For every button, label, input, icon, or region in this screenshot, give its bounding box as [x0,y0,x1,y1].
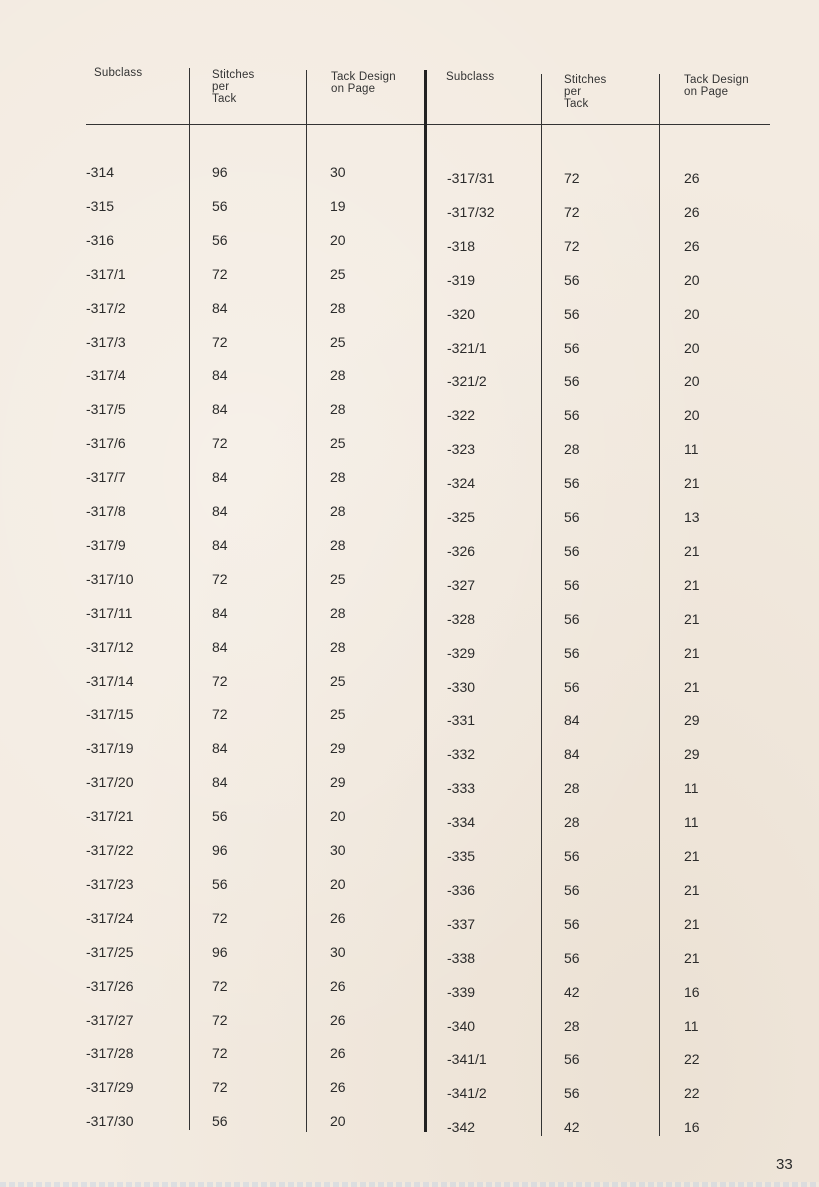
subclass-cell: -315 [86,197,115,214]
stitches-cell: 56 [212,197,228,214]
stitches-cell: 84 [212,740,228,757]
subclass-cell: -317/12 [86,638,134,655]
design-page-cell: 28 [330,401,346,418]
subclass-cell: -321/2 [447,373,487,390]
design-page-cell: 20 [330,1113,346,1130]
stitches-cell: 56 [564,610,580,627]
subclass-cell: -321/1 [447,339,487,356]
subclass-cell: -331 [447,712,476,729]
subclass-cell: -332 [447,746,476,763]
design-page-cell: 28 [330,604,346,621]
subclass-cell: -324 [447,475,476,492]
design-page-cell: 25 [330,333,346,350]
subclass-cell: -333 [447,780,476,797]
stitches-cell: 72 [564,170,580,186]
subclass-cell: -337 [447,915,476,932]
right-design-header [684,74,749,98]
design-page-cell: 21 [684,848,700,864]
design-page-cell: 26 [684,237,700,254]
stitches-cell: 56 [212,875,228,892]
subclass-cell: -317/9 [86,536,126,553]
table-divider [424,70,427,1132]
page-number: 33 [776,1156,793,1173]
subclass-cell: -341/1 [447,1051,487,1068]
stitches-cell: 56 [564,576,580,593]
design-page-cell: 21 [684,542,700,559]
stitches-cell: 56 [564,407,580,424]
subclass-cell: -317/32 [447,203,495,220]
subclass-cell: -317/23 [86,875,134,892]
header-text: Tack Design [684,74,749,86]
stitches-cell: 56 [212,231,228,248]
subclass-cell: -317/8 [86,503,126,519]
design-page-cell: 11 [684,780,699,797]
stitches-cell: 28 [564,780,580,797]
design-page-cell: 25 [330,706,346,723]
subclass-cell: -328 [447,610,476,627]
page-edge [0,1182,819,1187]
design-page-cell: 26 [330,1045,346,1062]
subclass-cell: -317/28 [86,1045,134,1062]
stitches-cell: 56 [212,1113,228,1130]
subclass-cell: -320 [447,305,476,322]
column-divider [659,74,660,1136]
design-page-cell: 30 [330,842,346,858]
design-page-cell: 20 [330,875,346,892]
header-text: Stitches [212,69,255,81]
design-page-cell: 19 [330,197,346,214]
column-divider [306,70,307,1132]
stitches-cell: 84 [564,746,580,763]
design-page-cell: 29 [684,712,700,729]
subclass-cell: -319 [447,271,476,288]
header-text: Subclass [446,71,495,83]
subclass-cell: -329 [447,644,476,661]
stitches-cell: 56 [212,808,228,825]
design-page-cell: 20 [684,271,700,288]
subclass-cell: -341/2 [447,1085,487,1102]
subclass-cell: -327 [447,576,476,593]
subclass-cell: -317/14 [86,672,134,689]
subclass-cell: -317/19 [86,740,134,757]
stitches-cell: 56 [564,678,580,695]
stitches-cell: 72 [212,1045,228,1062]
design-page-cell: 28 [330,299,346,316]
stitches-cell: 56 [564,305,580,322]
design-page-cell: 30 [330,164,346,180]
subclass-cell: -323 [447,441,476,458]
subclass-cell: -342 [447,1119,476,1136]
design-page-cell: 21 [684,475,700,492]
header-text: Subclass [94,67,143,79]
stitches-cell: 72 [564,237,580,254]
stitches-cell: 42 [564,983,580,1000]
stitches-cell: 56 [564,271,580,288]
stitches-cell: 84 [212,401,228,418]
stitches-cell: 84 [212,367,228,384]
stitches-cell: 72 [212,1079,228,1096]
design-page-cell: 21 [684,576,700,593]
design-page-cell: 26 [684,203,700,220]
subclass-cell: -317/6 [86,435,126,452]
subclass-cell: -317/26 [86,977,134,994]
subclass-cell: -317/27 [86,1011,134,1028]
design-page-cell: 22 [684,1051,700,1068]
subclass-cell: -317/11 [86,604,133,621]
design-page-cell: 28 [330,469,346,486]
subclass-cell: -322 [447,407,476,424]
stitches-cell: 56 [564,949,580,966]
right-subclass-header [446,71,494,83]
subclass-cell: -339 [447,983,476,1000]
design-page-cell: 26 [330,1079,346,1096]
subclass-cell: -317/1 [86,265,126,282]
design-page-cell: 11 [684,441,699,458]
design-page-cell: 20 [330,231,346,248]
design-page-cell: 29 [330,774,346,791]
design-page-cell: 20 [330,808,346,825]
stitches-cell: 28 [564,814,580,831]
header-text: Tack Design [331,71,396,83]
subclass-cell: -326 [447,542,476,559]
design-page-cell: 25 [330,672,346,689]
stitches-cell: 72 [212,570,228,587]
design-page-cell: 22 [684,1085,700,1102]
stitches-cell: 56 [564,509,580,525]
design-page-cell: 20 [684,305,700,322]
design-page-cell: 25 [330,570,346,587]
stitches-cell: 84 [212,299,228,316]
subclass-cell: -316 [86,231,115,248]
design-page-cell: 28 [330,367,346,384]
design-page-cell: 25 [330,435,346,452]
subclass-cell: -336 [447,881,476,898]
stitches-cell: 72 [212,435,228,452]
stitches-cell: 42 [564,1119,580,1136]
subclass-cell: -317/7 [86,469,126,486]
subclass-cell: -314 [86,164,115,180]
subclass-cell: -317/3 [86,333,126,350]
design-page-cell: 16 [684,1119,700,1136]
stitches-cell: 84 [212,774,228,791]
stitches-cell: 72 [212,265,228,282]
stitches-cell: 96 [212,943,228,960]
subclass-cell: -317/5 [86,401,126,418]
header-text: Tack [564,98,589,110]
subclass-cell: -317/30 [86,1113,134,1130]
stitches-cell: 84 [212,536,228,553]
design-page-cell: 11 [684,1017,699,1034]
subclass-cell: -330 [447,678,476,695]
design-page-cell: 29 [684,746,700,763]
stitches-cell: 84 [212,469,228,486]
left-stitches-header [212,69,255,105]
design-page-cell: 16 [684,983,700,1000]
stitches-cell: 72 [564,203,580,220]
stitches-cell: 28 [564,441,580,458]
stitches-cell: 84 [564,712,580,729]
left-design-header [331,71,396,95]
design-page-cell: 26 [330,909,346,926]
stitches-cell: 84 [212,604,228,621]
header-text: Stitches [564,74,607,86]
stitches-cell: 72 [212,706,228,723]
subclass-cell: -334 [447,814,476,831]
header-text: on Page [331,83,376,95]
stitches-cell: 72 [212,1011,228,1028]
design-page-cell: 30 [330,943,346,960]
design-page-cell: 20 [684,339,700,356]
subclass-cell: -317/22 [86,842,134,858]
stitches-cell: 96 [212,164,228,180]
subclass-cell: -317/15 [86,706,134,723]
right-stitches-header [564,74,607,110]
design-page-cell: 26 [330,977,346,994]
design-page-cell: 28 [330,503,346,519]
subclass-cell: -317/2 [86,299,126,316]
design-page-cell: 21 [684,610,700,627]
column-divider [541,74,542,1136]
design-page-cell: 11 [684,814,699,831]
design-page-cell: 28 [330,536,346,553]
design-page-cell: 21 [684,915,700,932]
stitches-cell: 56 [564,644,580,661]
subclass-cell: -338 [447,949,476,966]
header-text: Tack [212,93,237,105]
column-divider [189,68,190,1130]
stitches-cell: 56 [564,1051,580,1068]
design-page-cell: 21 [684,949,700,966]
subclass-cell: -317/29 [86,1079,134,1096]
subclass-cell: -317/31 [447,170,495,186]
subclass-cell: -335 [447,848,476,864]
subclass-cell: -317/10 [86,570,134,587]
header-text: on Page [684,86,729,98]
stitches-cell: 84 [212,503,228,519]
stitches-cell: 56 [564,542,580,559]
left-subclass-header [94,67,142,79]
subclass-cell: -317/20 [86,774,134,791]
header-text: per [212,81,230,93]
stitches-cell: 56 [564,339,580,356]
stitches-cell: 56 [564,475,580,492]
design-page-cell: 21 [684,678,700,695]
design-page-cell: 21 [684,644,700,661]
stitches-cell: 28 [564,1017,580,1034]
stitches-cell: 72 [212,333,228,350]
design-page-cell: 20 [684,407,700,424]
design-page-cell: 21 [684,881,700,898]
stitches-cell: 56 [564,915,580,932]
subclass-cell: -317/4 [86,367,126,384]
stitches-cell: 56 [564,848,580,864]
subclass-cell: -340 [447,1017,476,1034]
stitches-cell: 56 [564,881,580,898]
design-page-cell: 29 [330,740,346,757]
design-page-cell: 26 [684,170,700,186]
stitches-cell: 72 [212,977,228,994]
stitches-cell: 56 [564,1085,580,1102]
subclass-cell: -318 [447,237,476,254]
design-page-cell: 28 [330,638,346,655]
subclass-cell: -317/25 [86,943,134,960]
stitches-cell: 56 [564,373,580,390]
stitches-cell: 96 [212,842,228,858]
design-page-cell: 25 [330,265,346,282]
header-text: per [564,86,582,98]
stitches-cell: 84 [212,638,228,655]
design-page-cell: 20 [684,373,700,390]
design-page-cell: 13 [684,509,700,525]
stitches-cell: 72 [212,672,228,689]
design-page-cell: 26 [330,1011,346,1028]
stitches-cell: 72 [212,909,228,926]
subclass-cell: -317/21 [86,808,134,825]
subclass-cell: -317/24 [86,909,134,926]
subclass-cell: -325 [447,509,476,525]
